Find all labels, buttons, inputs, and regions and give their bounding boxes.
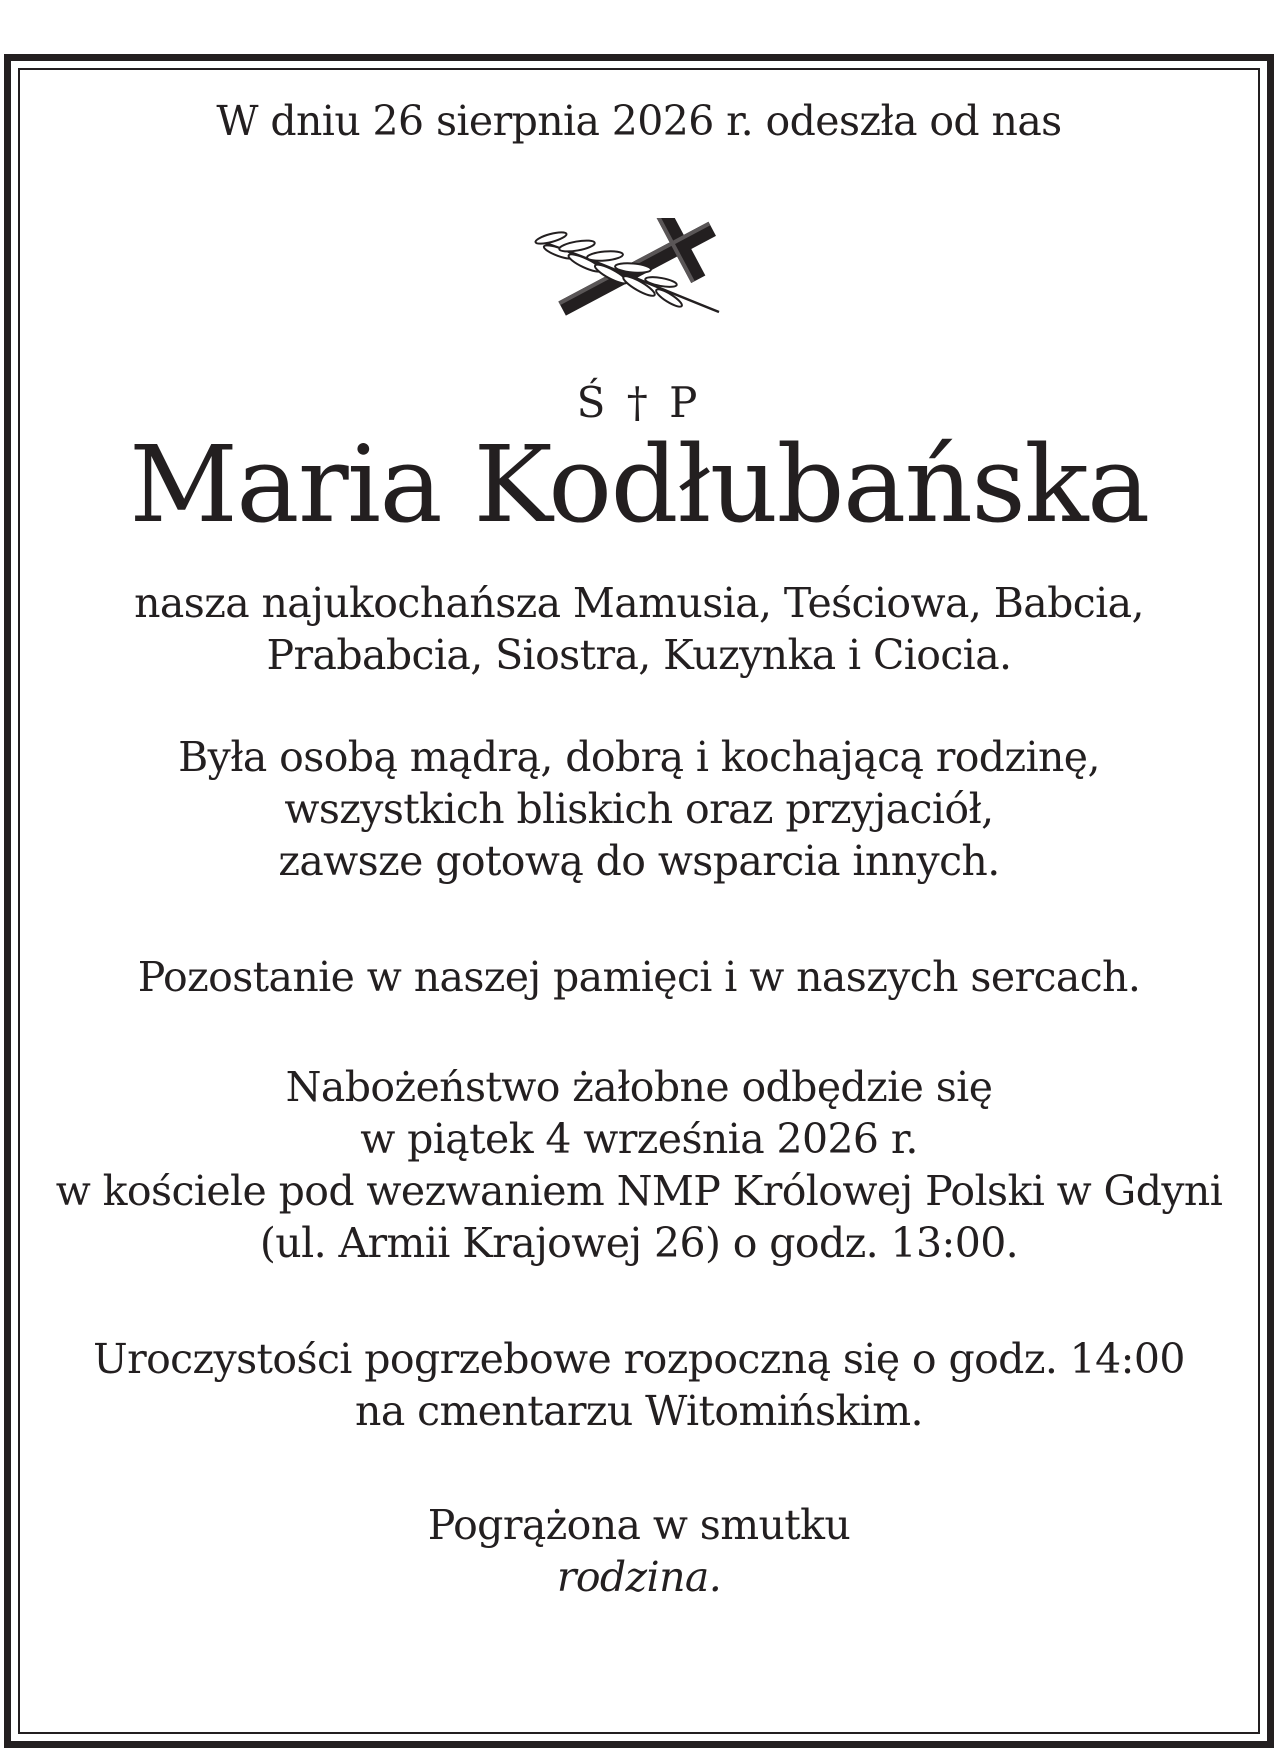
relations-line-1: nasza najukochańsza Mamusia, Teściowa, Babcia, [134, 579, 1144, 627]
funeral-line-2: na cmentarzu Witomińskim. [355, 1387, 923, 1435]
deceased-name: Maria Kodłubańska [129, 423, 1149, 546]
funeral-line-1: Uroczystości pogrzebowe rozpoczną się o godz. 14:00 [93, 1335, 1185, 1383]
service-line-1: Nabożeństwo żałobne odbędzie się [285, 1063, 993, 1111]
intro-text: W dniu 26 sierpnia 2026 r. odeszła od nas [216, 97, 1062, 145]
service-line-4: (ul. Armii Krajowej 26) o godz. 13:00. [259, 1219, 1019, 1267]
relations-line-2: Prababcia, Siostra, Kuzynka i Ciocia. [266, 631, 1012, 679]
closing-text: Pogrążona w smutku [427, 1501, 851, 1549]
tribute-line-1: Była osobą mądrą, dobrą i kochającą rodzinę, [178, 733, 1100, 781]
family-signature: rodzina. [556, 1553, 722, 1601]
tribute-line-2: wszystkich bliskich oraz przyjaciół, [284, 785, 994, 833]
cross-with-palm-branch-icon [529, 218, 749, 318]
service-line-2: w piątek 4 września 2026 r. [360, 1115, 918, 1163]
stp-prefix: Ś † P [576, 378, 702, 427]
tribute-line-3: zawsze gotową do wsparcia innych. [278, 837, 1000, 885]
service-line-3: w kościele pod wezwaniem NMP Królowej Polski w Gdyni [55, 1167, 1223, 1215]
memory-text: Pozostanie w naszej pamięci i w naszych sercach. [137, 953, 1141, 1001]
